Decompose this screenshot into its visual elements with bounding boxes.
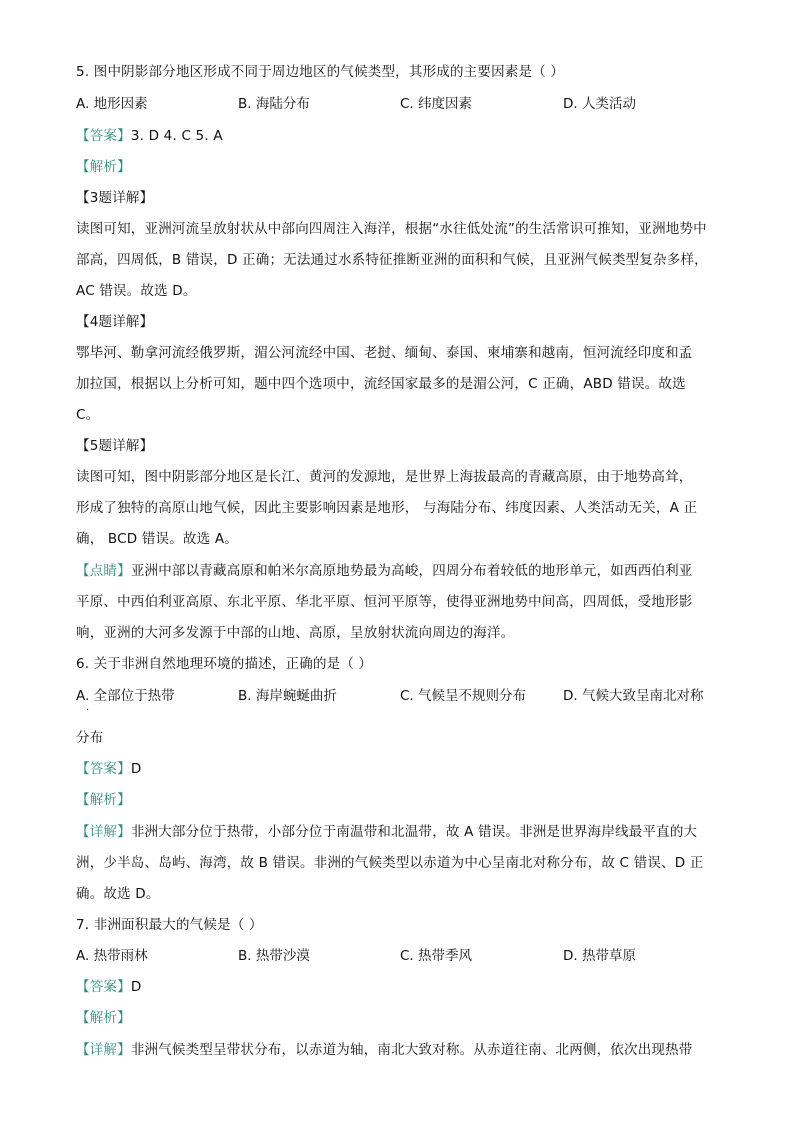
detail-5-line: 确， BCD 错误。故选 A。 xyxy=(76,531,238,547)
q6-option-b: B. 海岸蜿蜒曲折 xyxy=(238,688,337,704)
detail-3-line: 读图可知，亚洲河流呈放射状从中部向四周注入海洋，根据“水往低处流”的生活常识可推知，亚洲地势中 xyxy=(76,221,707,237)
q6-option-d: D. 气候大致呈南北对称 xyxy=(563,688,704,704)
detail-3-line: 部高，四周低，B 错误，D 正确；无法通过水系特征推断亚洲的面积和气候，且亚洲气候类型复杂多样， xyxy=(76,252,708,268)
detail-4-line: 鄂毕河、勒拿河流经俄罗斯，湄公河流经中国、老挝、缅甸、泰国、柬埔寨和越南，恒河流经印度和孟 xyxy=(76,345,693,361)
key-point xyxy=(76,561,693,581)
question-6-stem: 6. 关于非洲自然地理环境的描述，正确的是（ ） xyxy=(76,656,373,672)
detail-text: 非洲大部分位于热带，小部分位于南温带和北温带，故 A 错误。非洲是世界海岸线最平直的大 xyxy=(130,824,698,840)
answer-text: D xyxy=(130,761,142,777)
key-point-tag: 【点睛】 xyxy=(76,563,131,579)
stray-dot: · xyxy=(86,705,90,716)
q6-option-c: C. 气候呈不规则分布 xyxy=(400,688,527,704)
detail-tag: 【详解】 xyxy=(76,1042,131,1058)
detail-6 xyxy=(76,822,697,842)
detail-3-tag: 【3题详解】 xyxy=(76,190,154,206)
answer-7 xyxy=(76,977,141,997)
answer-text: D xyxy=(130,979,142,995)
analysis-tag: 【解析】 xyxy=(76,792,131,808)
q5-option-b: B. 海陆分布 xyxy=(238,96,310,112)
q6-option-a: A. 全部位于热带 xyxy=(76,688,175,704)
answer-3-5 xyxy=(76,126,223,146)
detail-text: 非洲气候类型呈带状分布，以赤道为轴，南北大致对称。从赤道往南、北两侧，依次出现热带 xyxy=(130,1042,693,1058)
detail-6-line: 洲，少半岛、岛屿、海湾，故 B 错误。非洲的气候类型以赤道为中心呈南北对称分布，故 C 错误、D 正 xyxy=(76,855,704,871)
answer-text: 3. D 4. C 5. A xyxy=(130,128,223,144)
q5-option-c: C. 纬度因素 xyxy=(400,96,473,112)
key-point-text: 亚洲中部以青藏高原和帕米尔高原地势最为高峻，四周分布着较低的地形单元，如西西伯利亚 xyxy=(130,563,693,579)
answer-tag: 【答案】 xyxy=(76,979,131,995)
detail-4-tag: 【4题详解】 xyxy=(76,314,154,330)
q5-option-d: D. 人类活动 xyxy=(563,96,636,112)
answer-tag: 【答案】 xyxy=(76,761,131,777)
answer-6 xyxy=(76,759,141,779)
detail-3-line: AC 错误。故选 D。 xyxy=(76,283,197,299)
analysis-tag: 【解析】 xyxy=(76,159,131,175)
answer-tag: 【答案】 xyxy=(76,128,131,144)
q5-option-a: A. 地形因素 xyxy=(76,96,148,112)
q7-option-d: D. 热带草原 xyxy=(563,948,636,964)
detail-7 xyxy=(76,1040,693,1060)
detail-5-line: 读图可知，图中阴影部分地区是长江、黄河的发源地，是世界上海拔最高的青藏高原，由于地势高耸， xyxy=(76,469,693,485)
detail-tag: 【详解】 xyxy=(76,824,131,840)
detail-5-tag: 【5题详解】 xyxy=(76,438,154,454)
detail-4-line: 加拉国，根据以上分析可知，题中四个选项中，流经国家最多的是湄公河，C 正确，ABD 错误。故选 xyxy=(76,376,686,392)
q7-option-a: A. 热带雨林 xyxy=(76,948,148,964)
key-point-line: 平原、中西伯利亚高原、东北平原、华北平原、恒河平原等，使得亚洲地势中间高，四周低，受地形影 xyxy=(76,594,693,610)
q6-option-d-continued: 分布 xyxy=(76,730,104,746)
analysis-tag: 【解析】 xyxy=(76,1010,131,1026)
question-7-stem: 7. 非洲面积最大的气候是（ ） xyxy=(76,917,263,933)
detail-4-line: C。 xyxy=(76,407,100,423)
q7-option-b: B. 热带沙漠 xyxy=(238,948,310,964)
key-point-line: 响，亚洲的大河多发源于中部的山地、高原，呈放射状流向周边的海洋。 xyxy=(76,625,515,641)
q7-option-c: C. 热带季风 xyxy=(400,948,473,964)
detail-6-line: 确。故选 D。 xyxy=(76,886,160,902)
question-5-stem: 5. 图中阴影部分地区形成不同于周边地区的气候类型，其形成的主要因素是（ ） xyxy=(76,64,565,80)
detail-5-line: 形成了独特的高原山地气候，因此主要影响因素是地形， 与海陆分布、纬度因素、人类活动无关，A 正 xyxy=(76,500,698,516)
